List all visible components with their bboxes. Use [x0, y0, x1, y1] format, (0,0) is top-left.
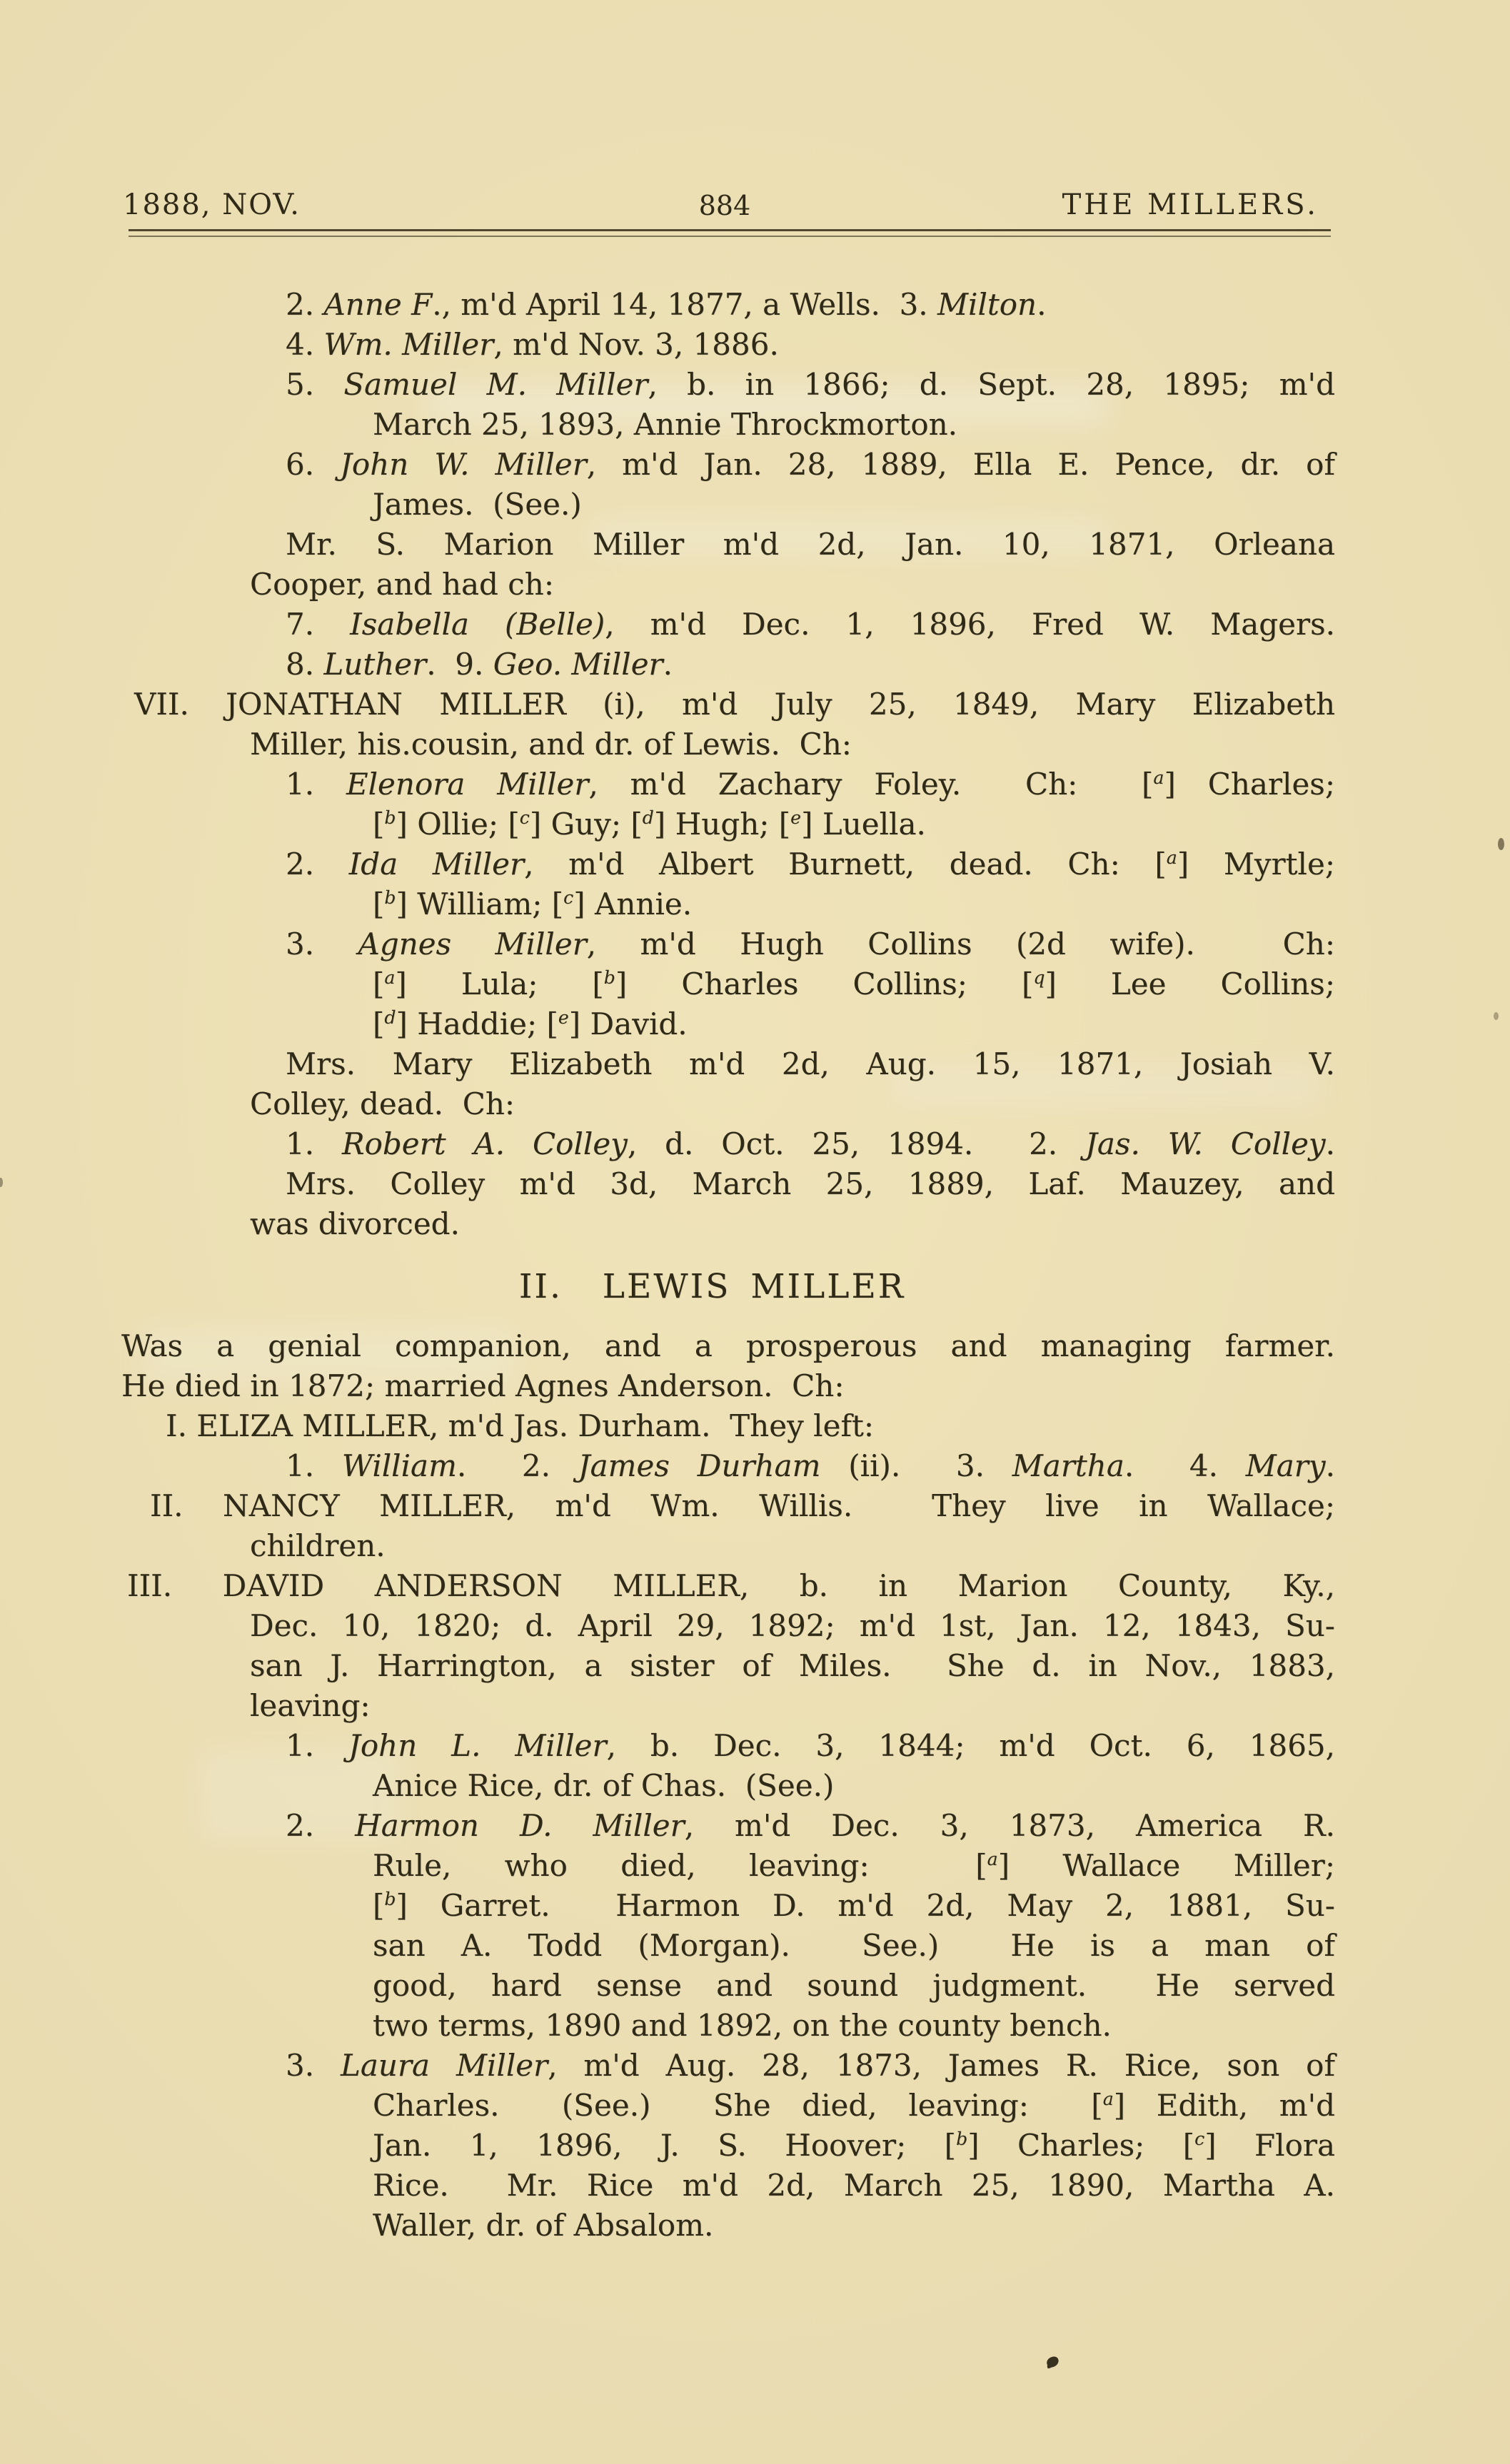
text-line: [$^b$] Ollie; [$^c$] Guy; [$^d$] Hugh; [$^e$] Luella.	[373, 807, 926, 842]
text-line: Charles. (See.) She died, leaving: [$^a$] Edith, m'd	[373, 2088, 1336, 2123]
text-line: Anice Rice, dr. of Chas. (See.)	[373, 1768, 835, 1803]
text-line: 5. Samuel M. Miller, b. in 1866; d. Sept. 28, 1895; m'd	[286, 367, 1335, 402]
page-number: 884	[698, 190, 751, 221]
text-line: 8. Luther. 9. Geo. Miller.	[286, 647, 673, 682]
text-line: leaving:	[250, 1688, 371, 1723]
text-line: Jan. 1, 1896, J. S. Hoover; [$^b$] Charles; [$^c$] Flora	[373, 2128, 1336, 2163]
text-line: II. NANCY MILLER, m'd Wm. Willis. They live in Wallace;	[150, 1488, 1335, 1523]
text-line: Mrs. Mary Elizabeth m'd 2d, Aug. 15, 1871, Josiah V.	[286, 1046, 1335, 1081]
ink-speck	[1498, 838, 1504, 850]
text-line: 6. John W. Miller, m'd Jan. 28, 1889, Ella E. Pence, dr. of	[286, 447, 1335, 482]
text-line: Waller, dr. of Absalom.	[373, 2208, 714, 2243]
text-line: 3. Laura Miller, m'd Aug. 28, 1873, James R. Rice, son of	[286, 2048, 1335, 2083]
text-line: [$^b$] Garret. Harmon D. m'd 2d, May 2, 1881, Su-	[373, 1888, 1335, 1923]
text-line: san J. Harrington, a sister of Miles. She d. in Nov., 1883,	[250, 1648, 1335, 1683]
text-line: 1. Elenora Miller, m'd Zachary Foley. Ch: [$^a$] Charles;	[286, 767, 1335, 802]
text-line: 1. William. 2. James Durham (ii). 3. Martha. 4. Mary.	[286, 1448, 1335, 1483]
section-heading: II. LEWIS MILLER	[518, 1267, 906, 1306]
header-date: 1888, NOV.	[123, 188, 301, 221]
text-line: 3. Agnes Miller, m'd Hugh Collins (2d wife). Ch:	[286, 926, 1335, 961]
ink-speck	[1494, 1012, 1499, 1020]
text-line: Mr. S. Marion Miller m'd 2d, Jan. 10, 1871, Orleana	[286, 527, 1335, 562]
text-line: two terms, 1890 and 1892, on the county bench.	[373, 2008, 1112, 2043]
text-line: Cooper, and had ch:	[250, 567, 554, 602]
text-line: good, hard sense and sound judgment. He served	[373, 1968, 1335, 2003]
text-line: VII. JONATHAN MILLER (i), m'd July 25, 1849, Mary Elizabeth	[134, 687, 1335, 722]
text-line: He died in 1872; married Agnes Anderson. Ch:	[121, 1368, 845, 1403]
text-line: 1. Robert A. Colley, d. Oct. 25, 1894. 2. Jas. W. Colley.	[286, 1126, 1336, 1161]
text-line: I. ELIZA MILLER, m'd Jas. Durham. They left:	[166, 1408, 875, 1443]
text-line: 2. Ida Miller, m'd Albert Burnett, dead. Ch: [$^a$] Myrtle;	[286, 847, 1335, 882]
text-line: [$^a$] Lula; [$^b$] Charles Collins; [$^q$] Lee Collins;	[373, 966, 1335, 1001]
header-rule	[129, 229, 1331, 237]
text-line: [$^b$] William; [$^c$] Annie.	[373, 887, 693, 922]
text-line: Was a genial companion, and a prosperous and managing farmer.	[121, 1328, 1335, 1363]
text-line: children.	[250, 1528, 386, 1563]
text-line: 2. Harmon D. Miller, m'd Dec. 3, 1873, America R.	[286, 1808, 1335, 1843]
text-line: Rice. Mr. Rice m'd 2d, March 25, 1890, Martha A.	[373, 2168, 1335, 2203]
text-line: san A. Todd (Morgan). See.) He is a man of	[373, 1928, 1335, 1963]
text-line: Colley, dead. Ch:	[250, 1086, 515, 1121]
text-block	[121, 285, 1335, 2246]
text-line: Miller, his.cousin, and dr. of Lewis. Ch:	[250, 727, 852, 762]
text-line: III. DAVID ANDERSON MILLER, b. in Marion County, Ky.,	[127, 1568, 1335, 1603]
text-line: 4. Wm. Miller, m'd Nov. 3, 1886.	[286, 327, 779, 362]
ink-speck	[1045, 2356, 1059, 2369]
text-line: Dec. 10, 1820; d. April 29, 1892; m'd 1st, Jan. 12, 1843, Su-	[250, 1608, 1335, 1643]
text-line: Mrs. Colley m'd 3d, March 25, 1889, Laf. Mauzey, and	[286, 1166, 1335, 1201]
text-line: 2. Anne F., m'd April 14, 1877, a Wells. 3. Milton.	[286, 287, 1047, 322]
text-line: March 25, 1893, Annie Throckmorton.	[373, 407, 957, 442]
text-line: James. (See.)	[373, 487, 582, 522]
text-line: Rule, who died, leaving: [$^a$] Wallace Miller;	[373, 1848, 1335, 1883]
ink-speck	[0, 1178, 3, 1187]
header-title: THE MILLERS.	[1062, 188, 1319, 221]
text-line: 1. John L. Miller, b. Dec. 3, 1844; m'd Oct. 6, 1865,	[286, 1728, 1335, 1763]
text-line: 7. Isabella (Belle), m'd Dec. 1, 1896, Fred W. Magers.	[286, 607, 1335, 642]
text-line: [$^d$] Haddie; [$^e$] David.	[373, 1006, 688, 1041]
text-line: was divorced.	[250, 1206, 460, 1241]
